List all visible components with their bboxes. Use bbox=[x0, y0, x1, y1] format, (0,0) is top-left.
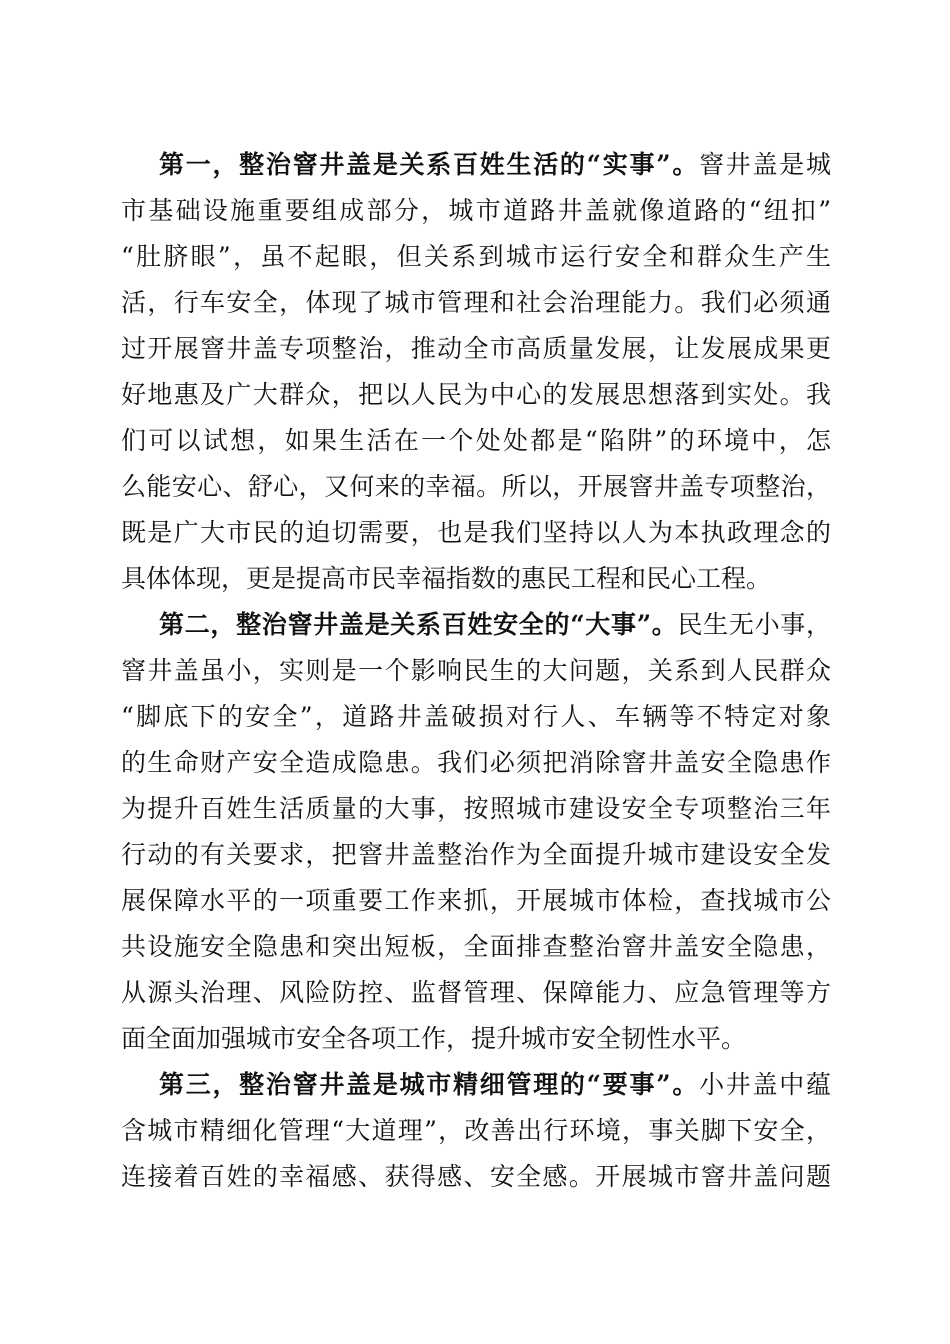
paragraph-1-line: 活，行车安全，体现了城市管理和社会治理能力。我们必须通 bbox=[121, 288, 831, 317]
paragraph-2-line: 共设施安全隐患和突出短板，全面排查整治窨井盖安全隐患， bbox=[121, 932, 831, 961]
paragraph-2-line: 展保障水平的一项重要工作来抓，开展城市体检，查找城市公 bbox=[121, 886, 831, 915]
paragraph-1-first-rest: 窨井盖是城 bbox=[699, 150, 831, 179]
paragraph-1-line: 过开展窨井盖专项整治，推动全市高质量发展，让发展成果更 bbox=[121, 334, 831, 363]
paragraph-2-first-line bbox=[121, 602, 831, 648]
paragraph-1-line: 既是广大市民的迫切需要，也是我们坚持以人为本执政理念的 bbox=[121, 518, 831, 547]
paragraph-3-first-rest: 小井盖中蕴 bbox=[699, 1070, 831, 1099]
paragraph-1-line: 们可以试想，如果生活在一个处处都是“陷阱”的环境中，怎 bbox=[121, 426, 831, 455]
paragraph-3-lead: 第三，整治窨井盖是城市精细管理的“要事”。 bbox=[159, 1070, 700, 1099]
paragraph-3-line: 含城市精细化管理“大道理”，改善出行环境，事关脚下安全， bbox=[121, 1116, 831, 1145]
paragraph-2-line: 为提升百姓生活质量的大事，按照城市建设安全专项整治三年 bbox=[121, 794, 831, 823]
paragraph-1-line: 好地惠及广大群众，把以人民为中心的发展思想落到实处。我 bbox=[121, 380, 831, 409]
paragraph-2-first-rest: 民生无小事， bbox=[677, 610, 831, 639]
paragraph-1-line: 么能安心、舒心，又何来的幸福。所以，开展窨井盖专项整治， bbox=[121, 472, 831, 501]
paragraph-3-line: 连接着百姓的幸福感、获得感、安全感。开展城市窨井盖问题 bbox=[121, 1162, 831, 1191]
paragraph-3-first-line bbox=[121, 1062, 831, 1108]
paragraph-1-line: 市基础设施重要组成部分，城市道路井盖就像道路的“纽扣” bbox=[121, 196, 831, 225]
paragraph-1-first-line bbox=[121, 142, 831, 188]
paragraph-2-lead: 第二，整治窨井盖是关系百姓安全的“大事”。 bbox=[159, 610, 678, 639]
paragraph-2-line: 窨井盖虽小，实则是一个影响民生的大问题，关系到人民群众 bbox=[121, 656, 831, 685]
document-body bbox=[121, 142, 831, 1200]
paragraph-2-line: 的生命财产安全造成隐患。我们必须把消除窨井盖安全隐患作 bbox=[121, 748, 831, 777]
paragraph-1-line: “肚脐眼”，虽不起眼，但关系到城市运行安全和群众生产生 bbox=[121, 242, 831, 271]
paragraph-1-line: 具体体现，更是提高市民幸福指数的惠民工程和民心工程。 bbox=[121, 564, 772, 593]
paragraph-2-line: 从源头治理、风险防控、监督管理、保障能力、应急管理等方 bbox=[121, 978, 831, 1007]
paragraph-2-line: “脚底下的安全”，道路井盖破损对行人、车辆等不特定对象 bbox=[121, 702, 831, 731]
paragraph-1-lead: 第一，整治窨井盖是关系百姓生活的“实事”。 bbox=[159, 150, 700, 179]
paragraph-2-line: 行动的有关要求，把窨井盖整治作为全面提升城市建设安全发 bbox=[121, 840, 831, 869]
paragraph-2-line: 面全面加强城市安全各项工作，提升城市安全韧性水平。 bbox=[121, 1024, 747, 1053]
